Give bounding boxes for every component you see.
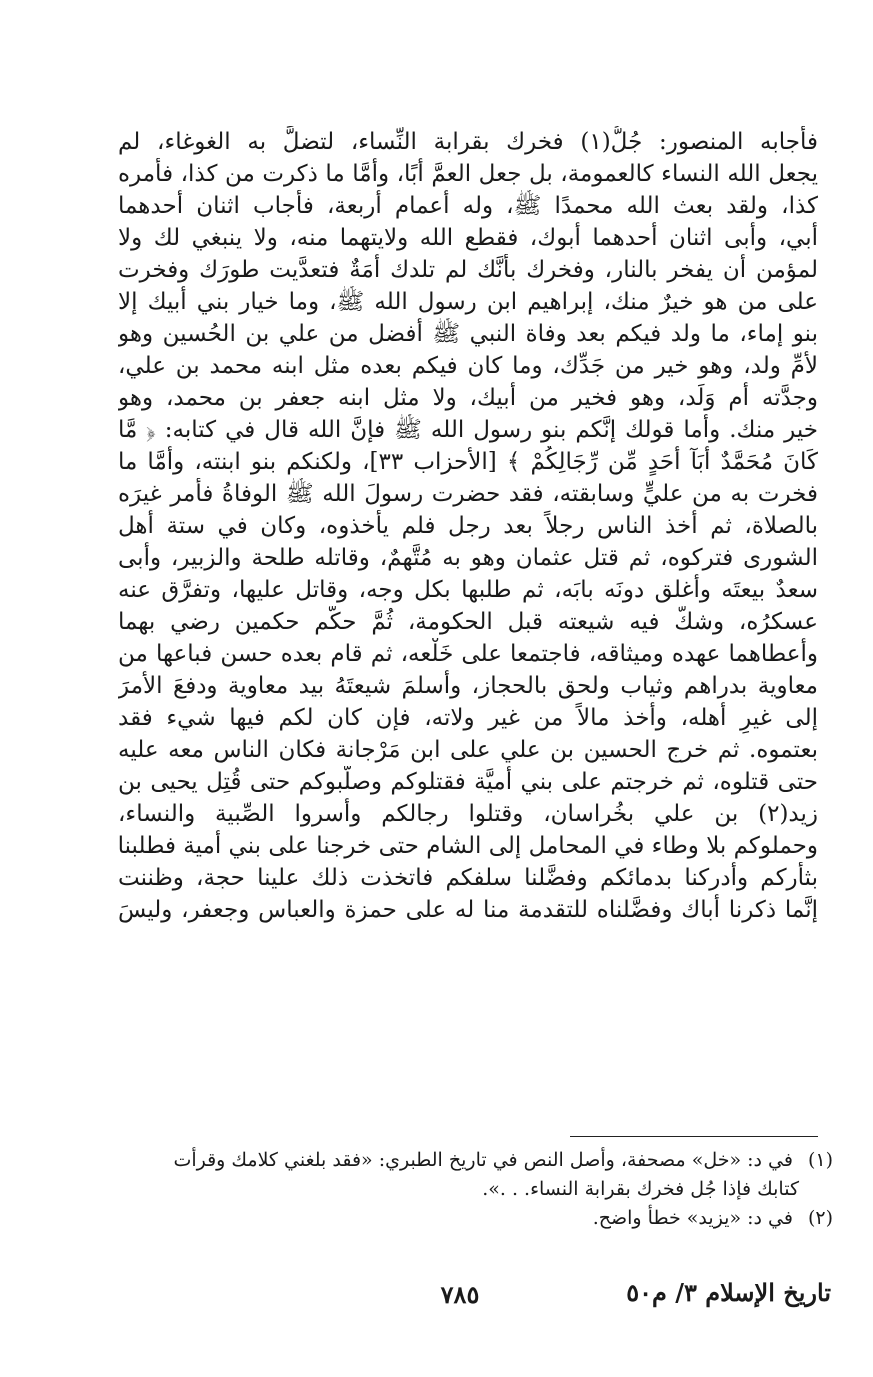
- text-line: سعدٌ بيعتَه وأغلق دونَه بابَه، ثم طلبها بكل وجه، وقاتل عليها، وتفرَّق عنه: [118, 577, 818, 603]
- footnote-2: [118, 1204, 833, 1233]
- text-line: أبي، وأبى اثنان أحدهما أبوك، فقطع الله ولايتهما منه، ولا ينبغي لك ولا: [118, 225, 818, 251]
- footnote-1: [118, 1146, 833, 1175]
- text-line: خير منك. وأما قولك إنَّكم بنو رسول الله ﷺ فإنَّ الله قال في كتابه: ﴿ مَّا: [118, 417, 818, 443]
- text-line: لمؤمن أن يفخر بالنار، وفخرك بأنَّك لم تلدك أمَةٌ فتعدَّيت طورَك وفخرت: [118, 257, 818, 283]
- text-line: لأمِّ ولد، وهو خير من جَدِّك، وما كان فيكم بعده مثل ابنه محمد بن علي،: [118, 353, 818, 379]
- text-line: كَانَ مُحَمَّدٌ أَبَآ أَحَدٍ مِّن رِّجَالِكُمْ ﴾ [الأحزاب ٣٣]، ولكنكم بنو ابنته، وأمَّا ما: [118, 449, 818, 475]
- text-line: عسكرُه، وشكَّ فيه شيعته قبل الحكومة، ثُمَّ حكَّم حكمين رضي بهما: [118, 609, 818, 635]
- text-line: بنو إماء، ما ولد فيكم بعد وفاة النبي ﷺ أفضل من علي بن الحُسين وهو: [118, 321, 818, 347]
- footnote-1-continuation: كتابك فإذا جُل فخرك بقرابة النساء. . .».: [482, 1178, 799, 1200]
- footnote-text: في د: «يزيد» خطأ واضح.: [592, 1207, 793, 1229]
- page-number: ٧٨٥: [440, 1280, 480, 1309]
- text-line: إلى غيرِ أهله، وأخذ مالاً من غير ولاته، فإن كان لكم فيها شيء فقد: [118, 705, 818, 731]
- text-line: بثأركم وأدركنا بدمائكم وفضَّلنا سلفكم فاتخذت ذلك علينا حجة، وظننت: [118, 865, 818, 891]
- text-line: زيد(٢) بن علي بخُراسان، وقتلوا رجالكم وأسروا الصِّبية والنساء،: [118, 801, 818, 827]
- text-line: معاوية بدراهم وثياب ولحق بالحجاز، وأسلمَ شيعتَهُ بيد معاوية ودفعَ الأمرَ: [118, 673, 818, 699]
- text-line: كذا، ولقد بعث الله محمدًا ﷺ، وله أعمام أربعة، فأجاب اثنان أحدهما: [118, 193, 818, 219]
- book-title-footer: تاريخ الإسلام ٣/ م٥٠: [626, 1278, 831, 1307]
- text-line: على من هو خيرٌ منك، إبراهيم ابن رسول الله ﷺ، وما خيار بني أبيك إلا: [118, 289, 818, 315]
- main-text: [118, 126, 818, 926]
- text-line: بالصلاة، ثم أخذ الناس رجلاً بعد رجل فلم يأخذوه، وكان في ستة أهل: [118, 513, 818, 539]
- footnote-number: (٢): [807, 1207, 833, 1229]
- text-line: وجدَّته أم وَلَد، وهو فخير من أبيك، ولا مثل ابنه جعفر بن محمد، وهو: [118, 385, 818, 411]
- text-line: حتى قتلوه، ثم خرجتم على بني أميَّة فقتلوكم وصلَّبوكم حتى قُتِل يحيى بن: [118, 769, 818, 795]
- text-line: يجعل الله النساء كالعمومة، بل جعل العمَّ أبًا، وأمَّا ما ذكرت من كذا، فأمره: [118, 161, 818, 187]
- footnote-text: في د: «خل» مصحفة، وأصل النص في تاريخ الطبري: «فقد بلغني كلامك وقرأت: [173, 1149, 793, 1171]
- text-line: وحملوكم بلا وطاء في المحامل إلى الشام حتى خرجنا على بني أمية فطلبنا: [118, 833, 818, 859]
- text-line: فخرت به من عليٍّ وسابقته، فقد حضرت رسولَ الله ﷺ الوفاةُ فأمر غيرَه: [118, 481, 818, 507]
- text-line: الشورى فتركوه، ثم قتل عثمان وهو به مُتَّهمٌ، وقاتله طلحة والزبير، وأبى: [118, 545, 818, 571]
- text-line: وأعطاهما عهده وميثاقه، فاجتمعا على خَلْعه، ثم قام بعده حسن فباعها من: [118, 641, 818, 667]
- footnote-divider: [570, 1136, 818, 1137]
- footnotes: [118, 1146, 833, 1233]
- footnote-number: (١): [807, 1149, 833, 1171]
- text-line: فأجابه المنصور: جُلُّ(١) فخرك بقرابة النِّساء، لتضلَّ به الغوغاء، لم: [118, 129, 818, 155]
- text-line: بعتموه. ثم خرج الحسين بن علي على ابن مَرْجانة فكان الناس معه عليه: [118, 737, 818, 763]
- text-line: إنَّما ذكرنا أباك وفضَّلناه للتقدمة منا له على حمزة والعباس وجعفر، وليسَ: [118, 897, 818, 923]
